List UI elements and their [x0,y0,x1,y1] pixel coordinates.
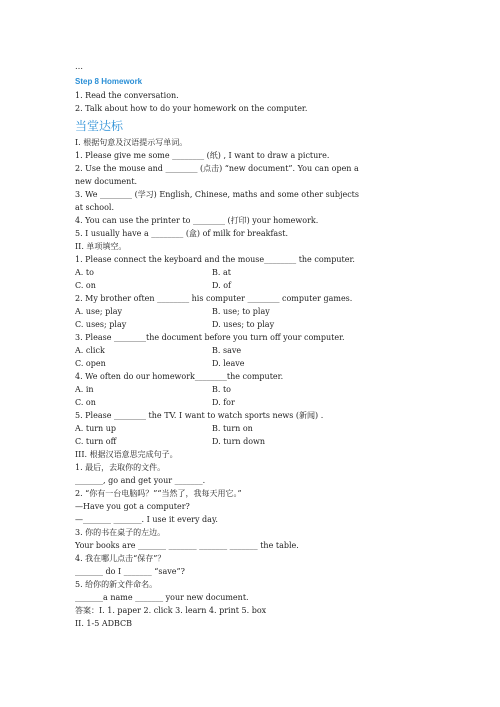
step-8-item-2: 2. Talk about how to do your homework on the computer. [75,104,308,113]
step-8-item-1: 1. Read the conversation. [75,91,179,100]
option-c: C. open [75,359,106,368]
part-3-line: 2. “你有一台电脑吗？”“当然了，我每天用它。” [75,489,242,498]
part-3-line: —Have you got a computer? [75,502,190,511]
part-2-question-stem: 5. Please ________ the TV. I want to watch sports news (新闻) . [75,411,324,420]
option-d: D. turn down [212,437,266,446]
option-b: B. turn on [212,424,253,433]
part-2-question-stem: 3. Please ________the document before you turn off your computer. [75,333,345,342]
part-1-title: I. 根据句意及汉语提示写单词。 [75,138,188,147]
answers-line-2: II. 1-5 ADBCB [75,619,133,628]
options-row [75,357,365,370]
part-3-line: 4. 我在哪儿点击“保存”？ [75,554,166,563]
part-1-question-2: 2. Use the mouse and ________ (点击) “new document”. You can open a new document. [75,164,359,186]
part-3-line: 5. 给你的新文件命名。 [75,580,158,589]
option-d: D. uses; to play [212,320,275,329]
option-d: D. leave [212,359,245,368]
option-a: A. to [75,268,94,277]
options-row [75,279,365,292]
option-c: C. turn off [75,437,117,446]
part-3-title: III. 根据汉语意思完成句子。 [75,450,178,459]
option-b: B. at [212,268,231,277]
option-d: D. for [212,398,235,407]
part-1-question-3: 3. We ________ (学习) English, Chinese, maths and some other subjects at school. [75,190,359,212]
option-b: B. to [212,385,231,394]
section-title: 当堂达标 [75,119,124,133]
answers-line-1: 答案：I. 1. paper 2. click 3. learn 4. print 5. box [75,606,267,615]
options-row [75,422,365,435]
ellipsis: … [75,62,83,71]
option-a: A. click [75,346,105,355]
option-a: A. in [75,385,94,394]
options-row [75,266,365,279]
option-c: C. uses; play [75,320,127,329]
part-2-question-stem: 2. My brother often ________ his computer ________ computer games. [75,294,353,303]
options-row [75,396,365,409]
options-row [75,318,365,331]
option-b: B. save [212,346,242,355]
option-b: B. use; to play [212,307,270,316]
part-3-line: _______a name _______ your new document. [75,593,249,602]
part-1-question-5: 5. I usually have a ________ (盒) of milk for breakfast. [75,229,289,238]
option-c: C. on [75,398,96,407]
part-1-question-4: 4. You can use the printer to ________ (打印) your homework. [75,216,319,225]
part-2-question-stem: 1. Please connect the keyboard and the mouse________ the computer. [75,255,355,264]
part-3-line: —_______ _______. I use it every day. [75,515,218,524]
part-3-line: 3. 你的书在桌子的左边。 [75,528,166,537]
option-d: D. of [212,281,231,290]
options-row [75,383,365,396]
options-row [75,305,365,318]
part-3-line: Your books are _______ _______ _______ _______ the table. [75,541,299,550]
document-page [75,60,365,630]
step-8-heading: Step 8 Homework [75,77,143,86]
part-3-line: _______ do I _______ “save”? [75,567,185,576]
part-3-line: 1. 最后，去取你的文件。 [75,463,166,472]
option-a: A. use; play [75,307,123,316]
part-3-line: _______, go and get your _______. [75,476,206,485]
options-row [75,344,365,357]
option-c: C. on [75,281,96,290]
part-2-question-stem: 4. We often do our homework________the computer. [75,372,284,381]
option-a: A. turn up [75,424,117,433]
part-1-question-1: 1. Please give me some ________ (纸) , I want to draw a picture. [75,151,330,160]
options-row [75,435,365,448]
part-2-title: II. 单项填空。 [75,242,127,251]
